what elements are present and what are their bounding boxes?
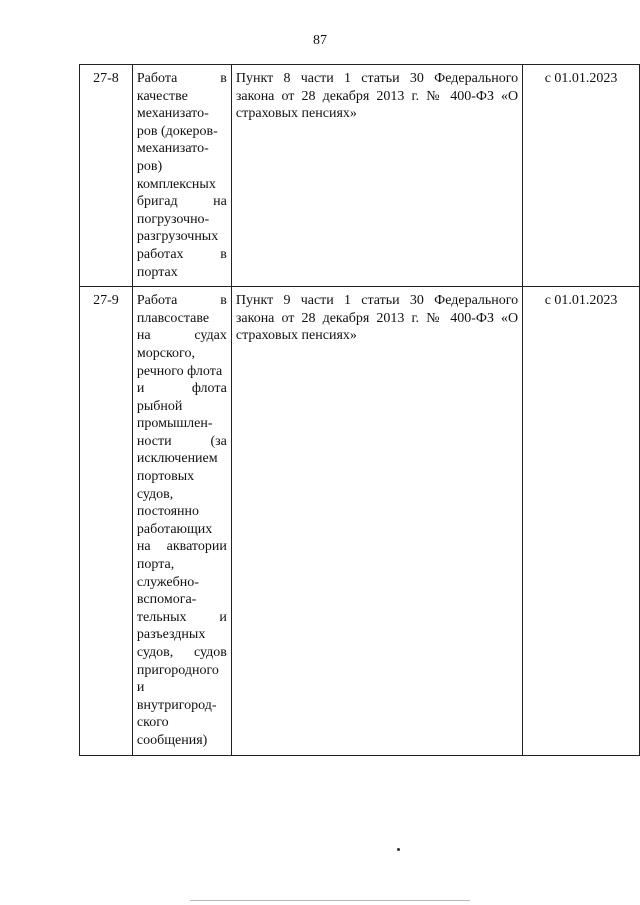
name-line: постоянно — [136, 504, 200, 520]
name-line: ров) — [136, 158, 163, 174]
name-line: на акватории — [136, 539, 227, 555]
row-law — [231, 65, 522, 287]
name-line: комплексных — [136, 176, 216, 192]
law-line: Пункт 8 части 1 статьи 30 Федерального — [235, 71, 519, 86]
document-table — [79, 64, 640, 756]
name-line: речного флота — [136, 363, 223, 379]
name-line: судов, — [136, 486, 174, 502]
name-line: Работа в — [136, 293, 227, 309]
law-line: закона от 28 декабря 2013 г. № 400-ФЗ «О — [235, 88, 519, 104]
name-line: плавсоставе — [136, 310, 210, 326]
law-line: закона от 28 декабря 2013 г. № 400-ФЗ «О — [235, 310, 519, 326]
name-line: механизато- — [136, 141, 209, 157]
row-name — [132, 65, 231, 287]
law-line: Пункт 9 части 1 статьи 30 Федерального — [235, 293, 519, 309]
name-line: и — [136, 680, 145, 696]
row-date: с 01.01.2023 — [523, 65, 640, 287]
name-line: порта, — [136, 557, 175, 573]
name-line: механизато- — [136, 106, 209, 122]
name-line: промышлен- — [136, 416, 213, 432]
scan-mark — [397, 848, 400, 851]
name-line: вспомога- — [136, 592, 197, 608]
law-line: страховых пенсиях» — [235, 328, 357, 344]
name-line: портах — [136, 264, 178, 280]
name-line: на судах — [136, 328, 227, 344]
name-line: бригад на — [136, 194, 227, 210]
row-name — [132, 287, 231, 755]
name-line: морского, — [136, 345, 195, 361]
name-line: ров (докеров- — [136, 123, 218, 139]
name-line: служебно- — [136, 574, 199, 590]
row-date: с 01.01.2023 — [523, 287, 640, 755]
name-line: ности (за — [136, 433, 227, 449]
page-number: 87 — [313, 33, 327, 48]
scan-edge-line — [190, 900, 470, 901]
name-line: пригородного — [136, 662, 219, 678]
name-line: судов, судов — [136, 645, 227, 660]
name-line: ского — [136, 715, 169, 731]
name-line: внутригород- — [136, 697, 217, 713]
name-line: разгрузочных — [136, 229, 219, 245]
name-line: Работа в — [136, 71, 227, 86]
table-row — [80, 65, 640, 287]
name-line: работах в — [136, 246, 227, 262]
law-line: страховых пенсиях» — [235, 106, 357, 122]
row-code: 27-8 — [80, 65, 133, 287]
row-code: 27-9 — [80, 287, 133, 755]
name-line: и флота — [136, 381, 227, 397]
name-line: сообщения) — [136, 732, 208, 748]
row-law — [231, 287, 522, 755]
name-line: работающих — [136, 521, 213, 537]
name-line: тельных и — [136, 609, 227, 625]
table-row — [80, 287, 640, 755]
name-line: рыбной — [136, 398, 183, 414]
name-line: качестве — [136, 88, 188, 104]
name-line: исключением — [136, 451, 218, 467]
name-line: разъездных — [136, 627, 206, 643]
name-line: портовых — [136, 469, 195, 485]
name-line: погрузочно- — [136, 211, 210, 227]
